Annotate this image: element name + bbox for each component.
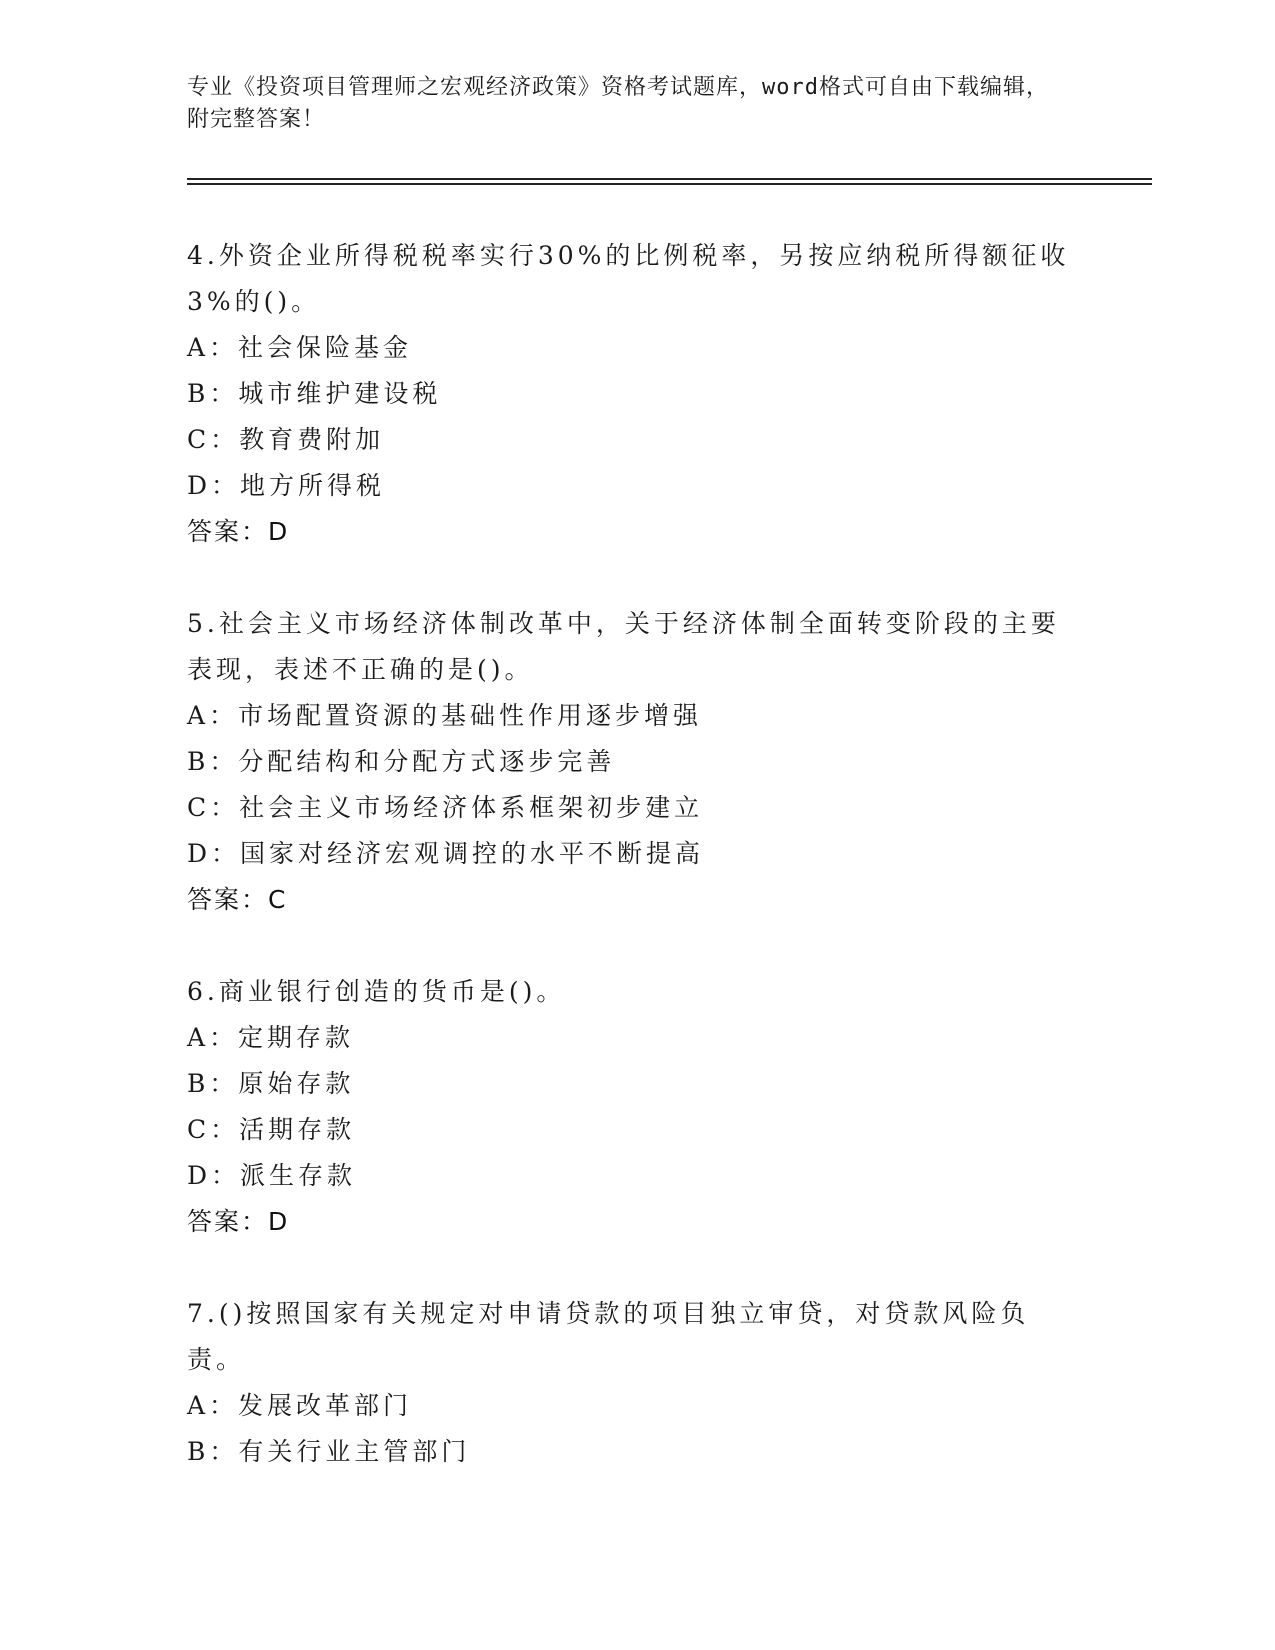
- header-rule-top: [187, 178, 1152, 180]
- question-stem: 6.商业银行创造的货币是()。: [187, 977, 566, 1006]
- option-b: B：有关行业主管部门: [187, 1437, 471, 1466]
- option-a: A：发展改革部门: [187, 1391, 413, 1420]
- answer: 答案：C: [187, 885, 288, 914]
- option-d: D：地方所得税: [187, 471, 386, 500]
- option-d: D：派生存款: [187, 1161, 357, 1190]
- option-a: A：市场配置资源的基础性作用逐步增强: [187, 701, 703, 730]
- question-4: [187, 233, 1087, 555]
- question-spacer: [187, 555, 1087, 601]
- question-stem: 5.社会主义市场经济体制改革中，关于经济体制全面转变阶段的主要表现，表述不正确的是()。: [187, 609, 1060, 684]
- question-5: [187, 601, 1087, 923]
- option-b: B：城市维护建设税: [187, 379, 442, 408]
- document-header: 专业《投资项目管理师之宏观经济政策》资格考试题库，word格式可自由下载编辑，附完整答案！: [187, 75, 1049, 132]
- option-a: A：社会保险基金: [187, 333, 413, 362]
- option-b: B：原始存款: [187, 1069, 355, 1098]
- question-7: [187, 1291, 1087, 1475]
- answer: 答案：D: [187, 517, 290, 546]
- option-c: C：教育费附加: [187, 425, 385, 454]
- question-stem: 4.外资企业所得税税率实行30%的比例税率，另按应纳税所得额征收3%的()。: [187, 241, 1070, 316]
- answer: 答案：D: [187, 1207, 290, 1236]
- option-d: D：国家对经济宏观调控的水平不断提高: [187, 839, 705, 868]
- option-a: A：定期存款: [187, 1023, 355, 1052]
- header-rule-bottom: [187, 183, 1152, 185]
- option-b: B：分配结构和分配方式逐步完善: [187, 747, 616, 776]
- question-6: [187, 969, 1087, 1245]
- question-spacer: [187, 1245, 1087, 1291]
- question-spacer: [187, 923, 1087, 969]
- question-list: [187, 233, 1087, 1475]
- option-c: C：活期存款: [187, 1115, 356, 1144]
- question-stem: 7.()按照国家有关规定对申请贷款的项目独立审贷，对贷款风险负责。: [187, 1299, 1030, 1374]
- option-c: C：社会主义市场经济体系框架初步建立: [187, 793, 704, 822]
